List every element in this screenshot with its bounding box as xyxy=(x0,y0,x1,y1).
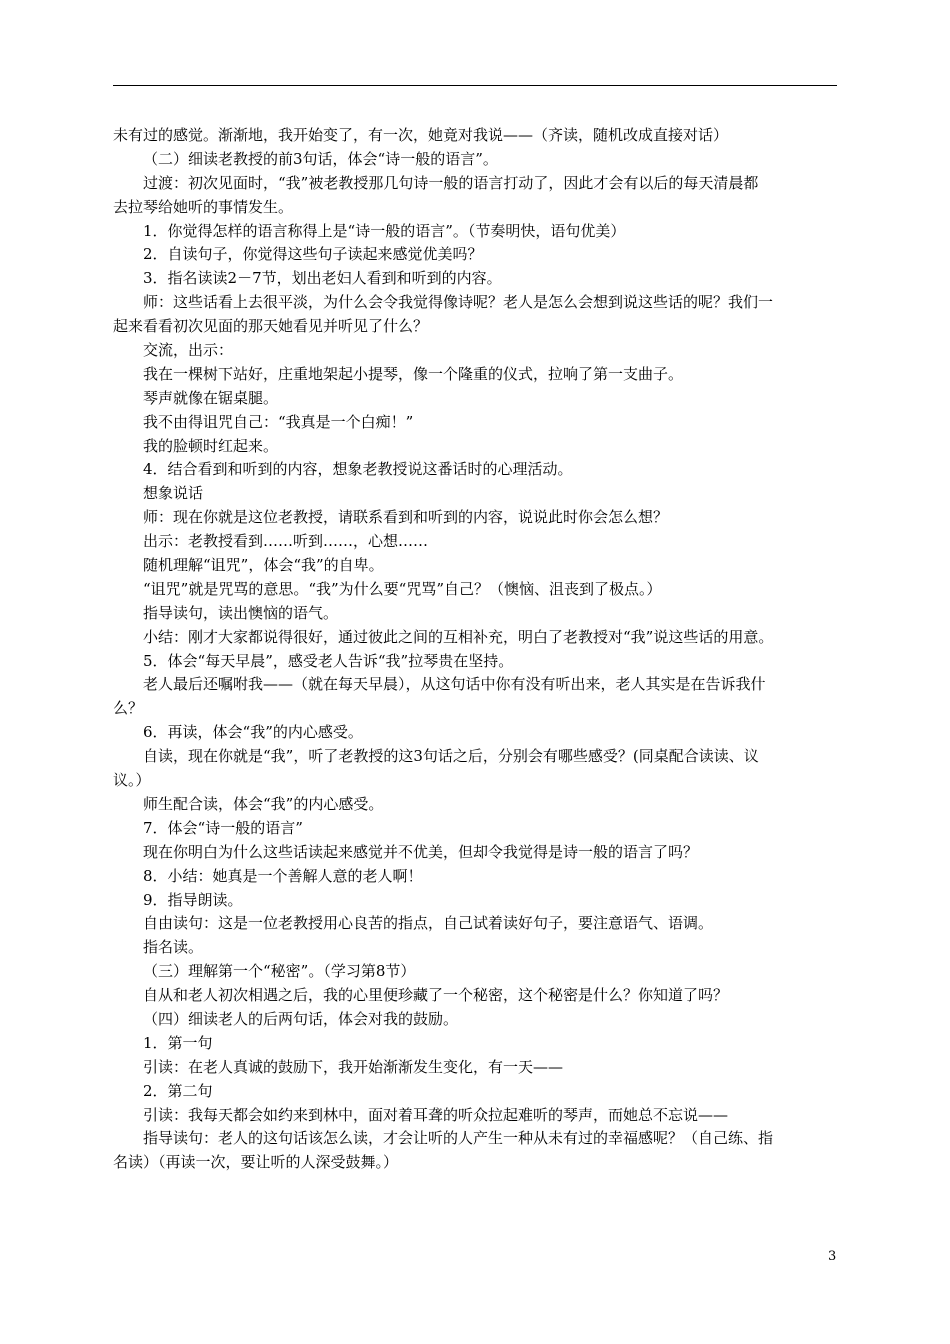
text-line: （三）理解第一个“秘密”。（学习第8节） xyxy=(143,962,416,981)
text-line: 引读：在老人真诚的鼓励下，我开始渐渐发生变化，有一天—— xyxy=(143,1057,564,1076)
text-line: 引读：我每天都会如约来到林中，面对着耳聋的听众拉起难听的琴声，而她总不忘说—— xyxy=(143,1105,729,1124)
text-line: （四）细读老人的后两句话，体会对我的鼓励。 xyxy=(143,1009,459,1028)
text-line: 2．自读句子，你觉得这些句子读起来感觉优美吗？ xyxy=(143,245,483,264)
text-line: 9．指导朗读。 xyxy=(143,890,243,909)
text-line: 3．指名读读2－7节，划出老妇人看到和听到的内容。 xyxy=(143,269,502,288)
header-rule xyxy=(113,85,837,86)
text-line: 我不由得诅咒自己：“我真是一个白痴！” xyxy=(143,412,414,431)
text-line: 过渡：初次见面时，“我”被老教授那几句诗一般的语言打动了，因此才会有以后的每天清晨都 xyxy=(143,173,759,192)
text-line: 师：现在你就是这位老教授，请联系看到和听到的内容，说说此时你会怎么想？ xyxy=(143,508,669,527)
text-line: 名读）（再读一次，要让听的人深受鼓舞。） xyxy=(113,1153,399,1172)
text-line: “诅咒”就是咒骂的意思。“我”为什么要“咒骂”自己？（懊恼、沮丧到了极点。） xyxy=(143,579,662,598)
text-line: 5．体会“每天早晨”，感受老人告诉“我”拉琴贵在坚持。 xyxy=(143,651,514,670)
text-line: 师生配合读，体会“我”的内心感受。 xyxy=(143,794,384,813)
text-line: 我的脸顿时红起来。 xyxy=(143,436,279,455)
text-line: 么？ xyxy=(113,699,144,718)
text-line: 琴声就像在锯桌腿。 xyxy=(143,388,279,407)
text-line: 议。） xyxy=(113,771,151,790)
page-number: 3 xyxy=(828,1249,837,1264)
text-line: 老人最后还嘱咐我——（就在每天早晨），从这句话中你有没有听出来，老人其实是在告诉我什 xyxy=(143,675,766,694)
text-line: 1．你觉得怎样的语言称得上是“诗一般的语言”。（节奏明快，语句优美） xyxy=(143,221,626,240)
text-line: 自由读句：这是一位老教授用心良苦的指点，自己试着读好句子，要注意语气、语调。 xyxy=(143,914,714,933)
text-line: 8．小结：她真是一个善解人意的老人啊！ xyxy=(143,866,423,885)
text-line: 未有过的感觉。渐渐地，我开始变了，有一次，她竟对我说——（齐读，随机改成直接对话） xyxy=(113,126,729,144)
document-body xyxy=(113,124,839,1175)
text-line: 我在一棵树下站好，庄重地架起小提琴，像一个隆重的仪式，拉响了第一支曲子。 xyxy=(143,364,684,383)
text-line: 指导读句，读出懊恼的语气。 xyxy=(143,603,339,622)
text-line: （二）细读老教授的前3句话，体会“诗一般的语言”。 xyxy=(143,149,498,168)
text-line: 想象说话 xyxy=(143,484,204,503)
text-line: 小结：刚才大家都说得很好，通过彼此之间的互相补充，明白了老教授对“我”说这些话的用意。 xyxy=(143,627,774,646)
text-line: 自读，现在你就是“我”，听了老教授的这3句话之后，分别会有哪些感受？(同桌配合读读、议 xyxy=(143,747,759,766)
text-line: 2．第二句 xyxy=(143,1081,213,1100)
text-line: 1．第一句 xyxy=(143,1033,213,1052)
text-line: 4．结合看到和听到的内容，想象老教授说这番话时的心理活动。 xyxy=(143,460,573,479)
text-line: 7．体会“诗一般的语言” xyxy=(143,818,303,837)
text-line: 交流，出示： xyxy=(143,341,234,360)
text-line: 自从和老人初次相遇之后，我的心里便珍藏了一个秘密，这个秘密是什么？你知道了吗？ xyxy=(143,986,729,1005)
text-line: 随机理解“诅咒”，体会“我”的自卑。 xyxy=(143,556,384,575)
text-line: 起来看看初次见面的那天她看见并听见了什么？ xyxy=(113,317,429,336)
text-line: 出示：老教授看到……听到……，心想…… xyxy=(143,532,429,551)
text-line: 去拉琴给她听的事情发生。 xyxy=(113,197,294,216)
text-line: 现在你明白为什么这些话读起来感觉并不优美，但却令我觉得是诗一般的语言了吗？ xyxy=(143,842,699,861)
text-line: 指导读句：老人的这句话该怎么读，才会让听的人产生一种从未有过的幸福感呢？（自己练、指 xyxy=(143,1129,774,1148)
text-line: 6．再读，体会“我”的内心感受。 xyxy=(143,723,363,742)
text-line: 指名读。 xyxy=(143,938,204,957)
text-line: 师：这些话看上去很平淡，为什么会令我觉得像诗呢？老人是怎么会想到说这些话的呢？我们一 xyxy=(143,293,774,312)
